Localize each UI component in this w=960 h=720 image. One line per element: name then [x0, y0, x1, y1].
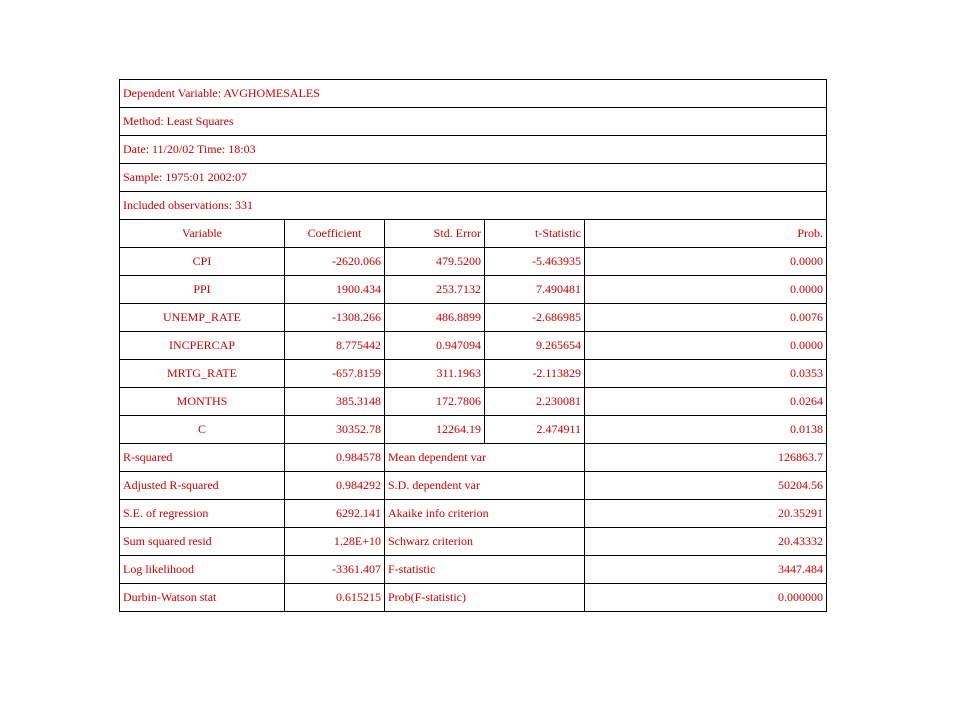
stat-value-cell: 20.43332: [585, 528, 827, 556]
stat-value-cell: 0.984292: [285, 472, 385, 500]
stat-label-cell: Adjusted R-squared: [120, 472, 285, 500]
header-row-method: [120, 108, 827, 136]
t-statistic-cell: 9.265654: [485, 332, 585, 360]
t-statistic-cell: -5.463935: [485, 248, 585, 276]
stat-value-cell: -3361.407: [285, 556, 385, 584]
coefficient-row: [120, 416, 827, 444]
stat-value-cell: 1.28E+10: [285, 528, 385, 556]
column-header-prob: Prob.: [585, 220, 827, 248]
stat-label-cell: Durbin-Watson stat: [120, 584, 285, 612]
t-statistic-cell: -2.686985: [485, 304, 585, 332]
stat-label-cell: Prob(F-statistic): [385, 584, 585, 612]
sample-label: Sample: 1975:01 2002:07: [120, 164, 827, 192]
std-error-cell: 479.5200: [385, 248, 485, 276]
stat-label-cell: Log likelihood: [120, 556, 285, 584]
prob-cell: 0.0000: [585, 248, 827, 276]
coefficient-cell: 385.3148: [285, 388, 385, 416]
stat-value-cell: 0.984578: [285, 444, 385, 472]
variable-cell: PPI: [120, 276, 285, 304]
stat-value-cell: 20.35291: [585, 500, 827, 528]
std-error-cell: 486.8899: [385, 304, 485, 332]
std-error-cell: 311.1963: [385, 360, 485, 388]
date-time-label: Date: 11/20/02 Time: 18:03: [120, 136, 827, 164]
stat-value-cell: 126863.7: [585, 444, 827, 472]
column-header-t-statistic: t-Statistic: [485, 220, 585, 248]
variable-cell: INCPERCAP: [120, 332, 285, 360]
statistic-row: [120, 500, 827, 528]
column-header-std-error: Std. Error: [385, 220, 485, 248]
stat-label-cell: Akaike info criterion: [385, 500, 585, 528]
variable-cell: C: [120, 416, 285, 444]
statistic-row: [120, 472, 827, 500]
t-statistic-cell: -2.113829: [485, 360, 585, 388]
stat-label-cell: Mean dependent var: [385, 444, 585, 472]
stat-value-cell: 0.615215: [285, 584, 385, 612]
coefficient-row: [120, 332, 827, 360]
stat-label-cell: F-statistic: [385, 556, 585, 584]
column-header-coefficient: Coefficient: [285, 220, 385, 248]
header-row-dependent: [120, 80, 827, 108]
coefficient-cell: 8.775442: [285, 332, 385, 360]
prob-cell: 0.0264: [585, 388, 827, 416]
statistic-row: [120, 528, 827, 556]
header-row-datetime: [120, 136, 827, 164]
column-header-row: [120, 220, 827, 248]
statistic-row: [120, 556, 827, 584]
coefficient-row: [120, 248, 827, 276]
coefficient-cell: 30352.78: [285, 416, 385, 444]
statistic-row: [120, 444, 827, 472]
stat-label-cell: R-squared: [120, 444, 285, 472]
stat-value-cell: 6292.141: [285, 500, 385, 528]
variable-cell: MONTHS: [120, 388, 285, 416]
prob-cell: 0.0000: [585, 332, 827, 360]
coefficient-cell: -2620.066: [285, 248, 385, 276]
stat-value-cell: 50204.56: [585, 472, 827, 500]
variable-cell: CPI: [120, 248, 285, 276]
prob-cell: 0.0076: [585, 304, 827, 332]
std-error-cell: 253.7132: [385, 276, 485, 304]
prob-cell: 0.0353: [585, 360, 827, 388]
coefficient-cell: -657.8159: [285, 360, 385, 388]
header-row-sample: [120, 164, 827, 192]
coefficient-row: [120, 388, 827, 416]
std-error-cell: 172.7806: [385, 388, 485, 416]
statistic-row: [120, 584, 827, 612]
coefficient-row: [120, 304, 827, 332]
coefficient-row: [120, 360, 827, 388]
stat-value-cell: 0.000000: [585, 584, 827, 612]
header-row-observations: [120, 192, 827, 220]
column-header-variable: Variable: [120, 220, 285, 248]
stat-label-cell: S.D. dependent var: [385, 472, 585, 500]
variable-cell: UNEMP_RATE: [120, 304, 285, 332]
coefficient-cell: -1308.266: [285, 304, 385, 332]
dependent-variable-label: Dependent Variable: AVGHOMESALES: [120, 80, 827, 108]
std-error-cell: 12264.19: [385, 416, 485, 444]
prob-cell: 0.0138: [585, 416, 827, 444]
prob-cell: 0.0000: [585, 276, 827, 304]
stat-label-cell: Schwarz criterion: [385, 528, 585, 556]
observations-label: Included observations: 331: [120, 192, 827, 220]
coefficient-cell: 1900.434: [285, 276, 385, 304]
t-statistic-cell: 2.474911: [485, 416, 585, 444]
std-error-cell: 0.947094: [385, 332, 485, 360]
variable-cell: MRTG_RATE: [120, 360, 285, 388]
stat-label-cell: S.E. of regression: [120, 500, 285, 528]
t-statistic-cell: 7.490481: [485, 276, 585, 304]
coefficient-row: [120, 276, 827, 304]
regression-output-table: [119, 79, 827, 612]
stat-label-cell: Sum squared resid: [120, 528, 285, 556]
t-statistic-cell: 2.230081: [485, 388, 585, 416]
stat-value-cell: 3447.484: [585, 556, 827, 584]
method-label: Method: Least Squares: [120, 108, 827, 136]
